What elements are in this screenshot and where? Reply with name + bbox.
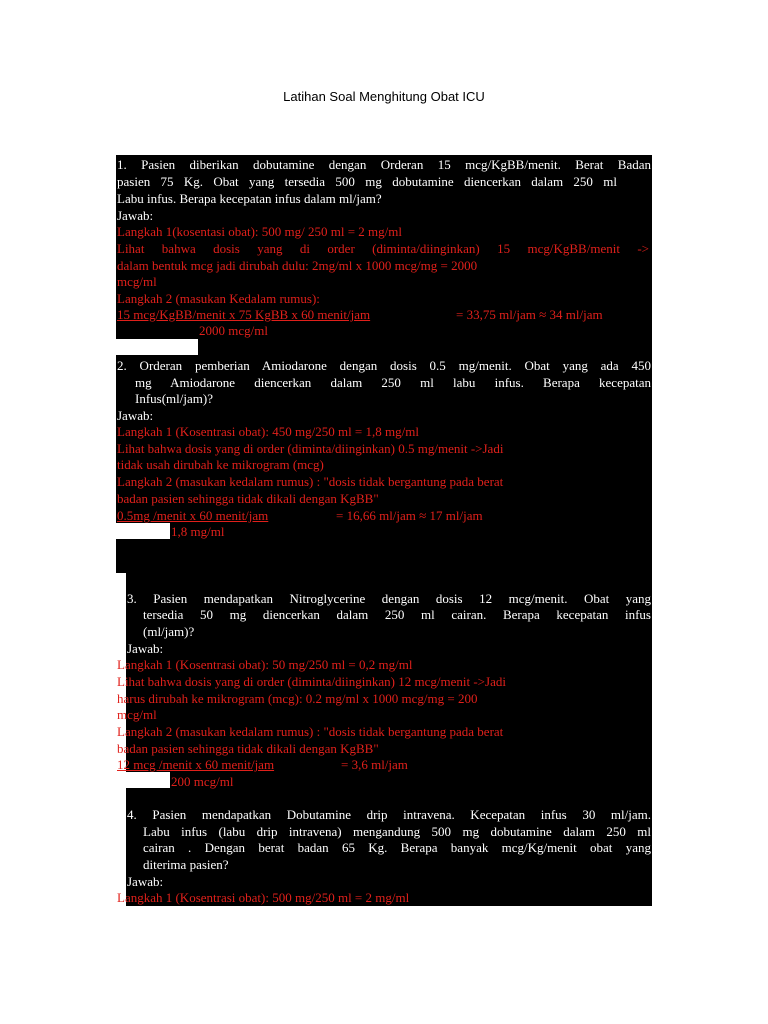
question-4-line: cairan . Dengan berat badan 65 Kg. Berapa banyak mcg/Kg/menit obat yang [143, 840, 651, 855]
formula-denominator: 200 mcg/ml [171, 774, 234, 789]
step-line: Langkah 2 (masukan kedalam rumus) : "dosis tidak bergantung pada berat [117, 724, 504, 739]
step-line: tidak usah dirubah ke mikrogram (mcg) [117, 457, 324, 472]
step-line: Langkah 2 (masukan kedalam rumus) : "dosis tidak bergantung pada berat [117, 474, 504, 489]
question-4-line: 4. Pasien mendapatkan Dobutamine drip intravena. Kecepatan infus 30 ml/jam. [127, 807, 651, 822]
question-1-line: 1. Pasien diberikan dobutamine dengan Orderan 15 mcg/KgBB/menit. Berat Badan [117, 157, 651, 172]
question-3-line: 3. Pasien mendapatkan Nitroglycerine dengan dosis 12 mcg/menit. Obat yang [127, 591, 651, 606]
formula-numerator: 12 mcg /menit x 60 menit/jam [117, 757, 275, 772]
step-line: mcg/ml [117, 274, 157, 289]
jawab-label: Jawab: [127, 641, 164, 656]
step-line: Langkah 1 (Kosentrasi obat): 500 mg/250 ml = 2 mg/ml [117, 890, 410, 905]
formula-result: = 33,75 ml/jam ≈ 34 ml/jam [456, 307, 603, 322]
step-line: Lihat bahwa dosis yang di order (diminta/diinginkan) 12 mcg/menit ->Jadi [117, 674, 506, 689]
step-line: badan pasien sehingga tidak dikali dengan KgBB" [117, 491, 379, 506]
question-3-line: tersedia 50 mg diencerkan dalam 250 ml cairan. Berapa kecepatan infus [143, 607, 651, 622]
step-line: Langkah 1 (Kosentrasi obat): 450 mg/250 ml = 1,8 mg/ml [117, 424, 419, 439]
jawab-label: Jawab: [117, 208, 154, 223]
step-line: Lihat bahwa dosis yang di order (diminta/diinginkan) 15 mcg/KgBB/menit -> [117, 241, 649, 256]
page-gap [116, 790, 126, 880]
question-2-line: mg Amiodarone diencerkan dalam 250 ml labu infus. Berapa kecepatan [135, 375, 651, 390]
step-line: Lihat bahwa dosis yang di order (diminta/diinginkan) 0.5 mg/menit ->Jadi [117, 441, 504, 456]
formula-denominator: 2000 mcg/ml [199, 323, 268, 338]
step-line: Langkah 1(kosentasi obat): 500 mg/ 250 ml = 2 mg/ml [117, 224, 402, 239]
step-line: mcg/ml [117, 707, 157, 722]
formula-result: = 16,66 ml/jam ≈ 17 ml/jam [336, 508, 483, 523]
step-line: dalam bentuk mcg jadi dirubah dulu: 2mg/ml x 1000 mcg/mg = 2000 [117, 258, 478, 273]
question-2-line: 2. Orderan pemberian Amiodarone dengan dosis 0.5 mg/menit. Obat yang ada 450 [117, 358, 651, 373]
page-gap [116, 523, 170, 539]
jawab-label: Jawab: [127, 874, 164, 889]
question-2-line: Infus(ml/jam)? [135, 391, 213, 406]
step-line: Langkah 1 (Kosentrasi obat): 50 mg/250 ml = 0,2 mg/ml [117, 657, 413, 672]
page-gap [116, 772, 170, 788]
formula-result: = 3,6 ml/jam [341, 757, 408, 772]
formula-numerator: 15 mcg/KgBB/menit x 75 KgBB x 60 menit/jam [117, 307, 371, 322]
question-4-line: diterima pasien? [143, 857, 229, 872]
page-gap [116, 573, 126, 648]
page-gap [116, 339, 198, 355]
question-1-line: pasien 75 Kg. Obat yang tersedia 500 mg dobutamine diencerkan dalam 250 ml [117, 174, 617, 189]
step-line: badan pasien sehingga tidak dikali dengan KgBB" [117, 741, 379, 756]
question-3-line: (ml/jam)? [143, 624, 195, 639]
question-4-line: Labu infus (labu drip intravena) mengandung 500 mg dobutamine dalam 250 ml [143, 824, 651, 839]
formula-denominator: 1,8 mg/ml [171, 524, 225, 539]
formula-numerator: 0.5mg /menit x 60 menit/jam [117, 508, 269, 523]
question-1-line: Labu infus. Berapa kecepatan infus dalam ml/jam? [117, 191, 382, 206]
jawab-label: Jawab: [117, 408, 154, 423]
step-line: harus dirubah ke mikrogram (mcg): 0.2 mg/ml x 1000 mcg/mg = 200 [117, 691, 478, 706]
document-title: Latihan Soal Menghitung Obat ICU [283, 89, 485, 104]
step-line: Langkah 2 (masukan Kedalam rumus): [117, 291, 320, 306]
